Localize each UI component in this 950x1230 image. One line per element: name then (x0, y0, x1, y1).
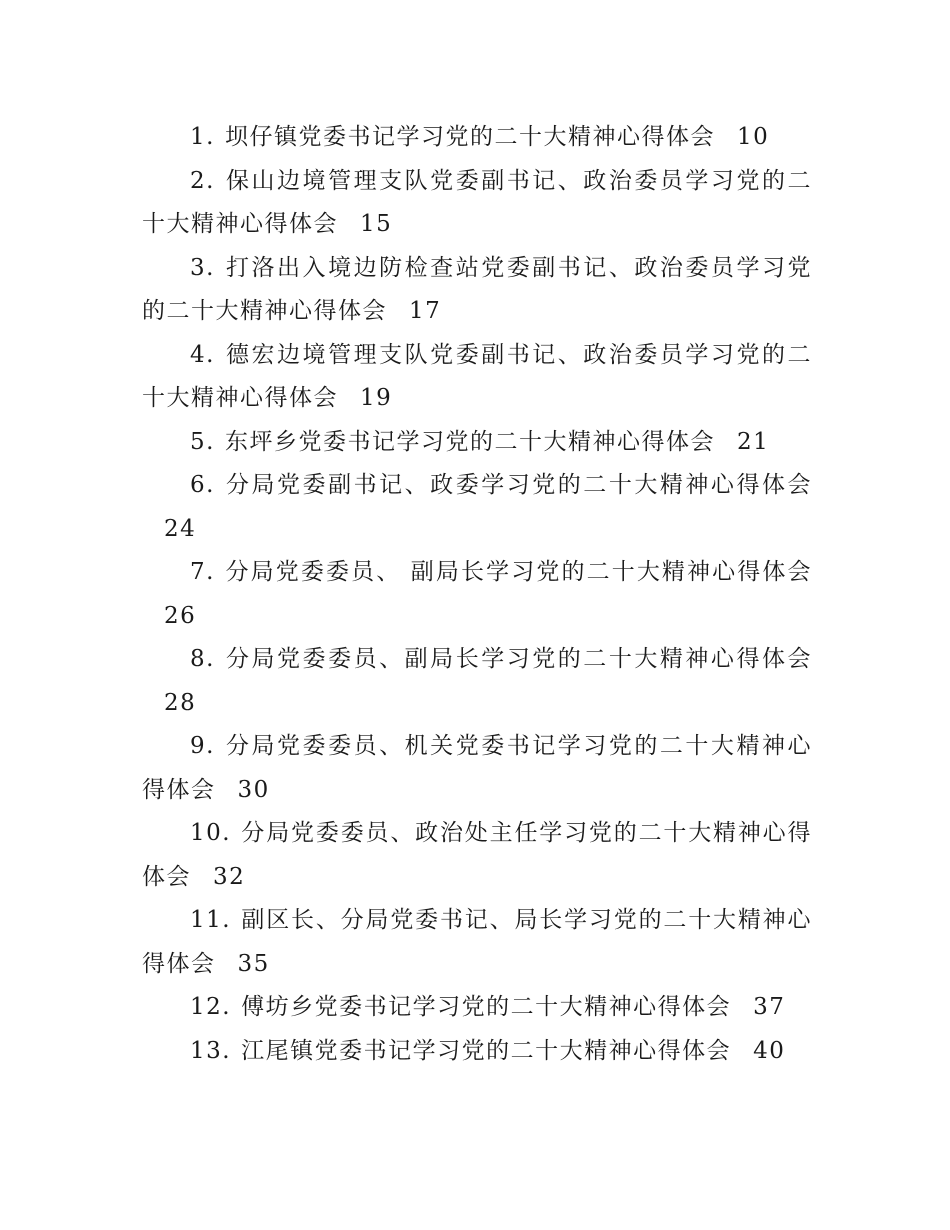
toc-entry-page: 37 (753, 994, 786, 1020)
toc-entry-number: 12. (190, 994, 232, 1020)
toc-entry-2 (142, 160, 812, 247)
toc-entry-page: 17 (409, 298, 442, 324)
toc-entry-page: 28 (164, 689, 197, 716)
toc-entry-7 (142, 551, 812, 638)
toc-entry-number: 13. (190, 1037, 232, 1064)
table-of-contents (142, 116, 812, 1073)
toc-entry-title: 分局党委委员、副局长学习党的二十大精神心得体会 (224, 646, 812, 672)
toc-entry-title: 东坪乡党委书记学习党的二十大精神心得体会 (224, 428, 715, 455)
toc-entry-9 (142, 725, 812, 812)
toc-entry-title: 坝仔镇党委书记学习党的二十大精神心得体会 (224, 124, 715, 150)
toc-entry-8 (142, 638, 812, 725)
toc-entry-title: 分局党委委员、政治处主任学习党的二十大精神心得体会 (142, 820, 812, 890)
toc-entry-13 (142, 1030, 812, 1074)
toc-entry-title: 江尾镇党委书记学习党的二十大精神心得体会 (241, 1037, 732, 1064)
toc-entry-5 (142, 421, 812, 465)
toc-entry-page: 19 (360, 385, 393, 411)
toc-entry-4 (142, 334, 812, 421)
toc-entry-title: 保山边境管理支队党委副书记、政治委员学习党的二十大精神心得体会 (142, 167, 812, 237)
toc-entry-number: 6. (190, 472, 215, 498)
toc-entry-title: 分局党委委员、 副局长学习党的二十大精神心得体会 (224, 559, 812, 585)
toc-entry-12 (142, 986, 812, 1030)
toc-entry-number: 10. (190, 820, 232, 846)
toc-entry-page: 24 (164, 515, 197, 542)
toc-entry-page: 30 (237, 776, 270, 803)
toc-entry-number: 7. (190, 559, 215, 585)
toc-entry-1 (142, 116, 812, 160)
toc-entry-page: 32 (213, 863, 246, 890)
toc-entry-number: 2. (190, 167, 215, 194)
toc-entry-number: 1. (190, 124, 215, 150)
toc-entry-number: 9. (190, 733, 215, 759)
toc-entry-title: 副区长、分局党委书记、局长学习党的二十大精神心得体会 (142, 907, 812, 977)
toc-entry-10 (142, 812, 812, 899)
toc-entry-number: 11. (190, 907, 232, 933)
toc-entry-number: 8. (190, 646, 215, 672)
toc-entry-page: 10 (736, 124, 770, 150)
toc-entry-number: 4. (190, 341, 215, 368)
toc-entry-title: 德宏边境管理支队党委副书记、政治委员学习党的二十大精神心得体会 (142, 341, 812, 411)
toc-entry-number: 5. (190, 428, 215, 455)
toc-entry-title: 打洛出入境边防检查站党委副书记、政治委员学习党的二十大精神心得体会 (142, 254, 812, 324)
toc-entry-3 (142, 247, 812, 334)
toc-entry-6 (142, 464, 812, 551)
toc-entry-number: 3. (190, 254, 215, 281)
toc-entry-page: 21 (736, 428, 770, 455)
toc-entry-title: 傅坊乡党委书记学习党的二十大精神心得体会 (241, 994, 732, 1020)
toc-entry-page: 15 (360, 211, 393, 237)
toc-entry-page: 35 (237, 950, 270, 977)
toc-entry-title: 分局党委副书记、政委学习党的二十大精神心得体会 (224, 472, 812, 498)
toc-entry-title: 分局党委委员、机关党委书记学习党的二十大精神心得体会 (142, 733, 812, 803)
toc-entry-11 (142, 899, 812, 986)
toc-entry-page: 40 (753, 1037, 786, 1064)
toc-entry-page: 26 (164, 602, 197, 629)
